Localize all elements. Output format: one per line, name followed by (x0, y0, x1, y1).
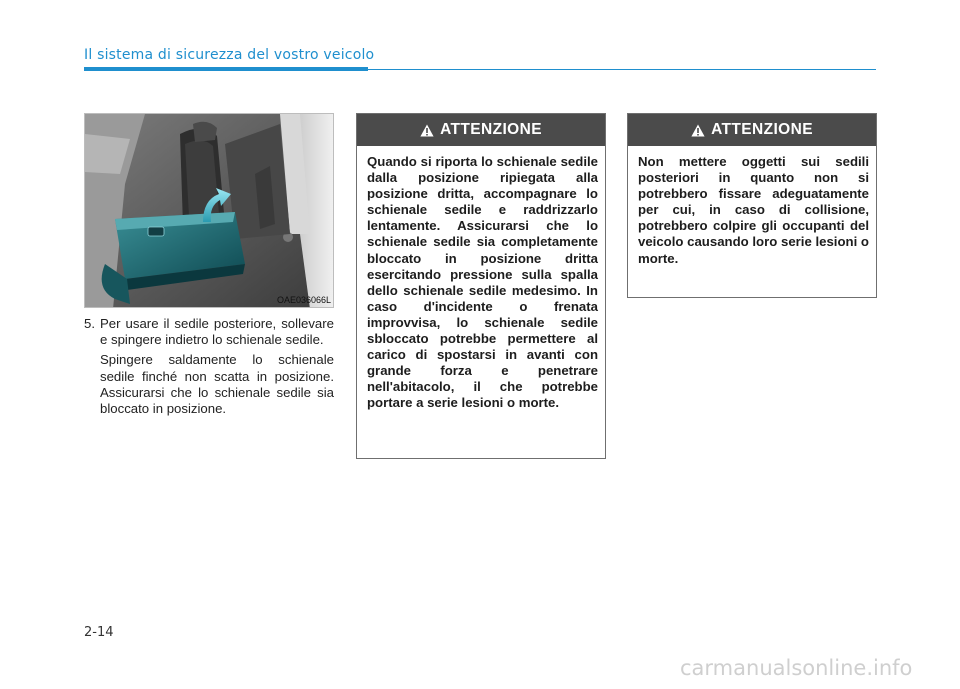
warning-title: ATTENZIONE (440, 121, 542, 138)
warning-triangle-icon (691, 124, 705, 137)
seat-photo-graphic (85, 114, 334, 308)
seat-illustration (84, 113, 334, 308)
header-rule-thin (368, 69, 876, 70)
warning-text: Non mettere oggetti sui sedili posteriori in quanto non si potrebbero fissare adeguatamente per cui, in caso di collisione, potrebbero colpire gli occupanti del veicolo causando loro serie lesioni o morte. (638, 154, 869, 266)
step-item (84, 316, 334, 348)
warning-box-objects (627, 113, 877, 298)
warning-title: ATTENZIONE (711, 121, 813, 138)
warning-header (628, 114, 876, 146)
step-text: Per usare il sedile posteriore, sollevare e spingere indietro lo schienale sedile. (100, 316, 334, 348)
warning-header (357, 114, 605, 146)
section-header: Il sistema di sicurezza del vostro veicolo (84, 47, 375, 63)
page-number: 2-14 (84, 625, 114, 640)
watermark: carmanualsonline.info (680, 656, 913, 680)
figure-code: OAE036066L (276, 295, 331, 305)
warning-text: Quando si riporta lo schienale sedile dalla posizione ripiegata alla posizione dritta, accompagnare lo schienale sedile e raddrizzarlo lentamente. Assicurarsi che lo schienale sedile sia completamente bloccato in posizione dritta esercitando pressione sulla spalla dello schienale sedile medesimo. In caso d'incidente o frenata improvvisa, lo schienale sedile sbloccato potrebbe permettere al carico di spostarsi in avanti con grande forza e penetrare nell'abitacolo, il che potrebbe portare a serie lesioni o morte. (367, 154, 598, 411)
header-rule-thick (84, 67, 368, 71)
step-number: 5. (84, 316, 95, 331)
instructions (84, 316, 334, 417)
instruction-paragraph: Spingere saldamente lo schienale sedile finché non scatta in posizione. Assicurarsi che lo schienale sedile sia bloccato in posizione. (100, 352, 334, 417)
warning-triangle-icon (420, 124, 434, 137)
warning-box-seatback (356, 113, 606, 459)
